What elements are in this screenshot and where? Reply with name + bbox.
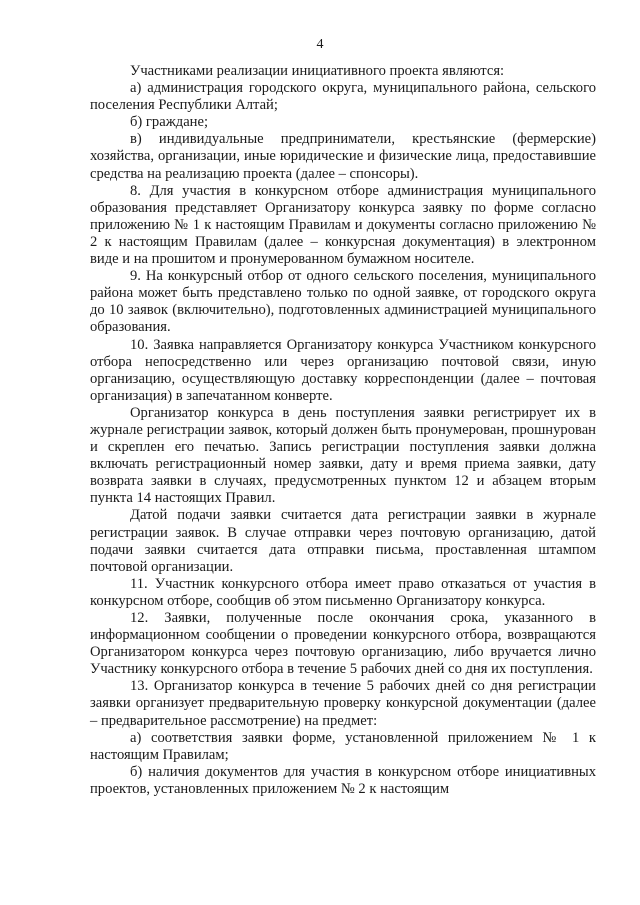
paragraph-clause-12: 12. Заявки, полученные после окончания срока, указанного в информационном сообщении о проведении конкурсного отбора, возвращаются Организатором конкурса через почтовую организацию, либо вручается лично Участнику конкурсного отбора в течение 5 рабочих дней со дня их поступления. <box>90 610 596 678</box>
paragraph-participant-c: в) индивидуальные предприниматели, крестьянские (фермерские) хозяйства, организации, иные юридические и физические лица, предоставившие средства на реализацию проекта (далее – спонсоры). <box>90 131 596 182</box>
paragraph-submission-date: Датой подачи заявки считается дата регистрации заявки в журнале регистрации заявок. В случае отправки через почтовую организацию, датой подачи заявки считается дата отправки письма, проставленная штампом почтовой организации. <box>90 507 596 575</box>
paragraph-participants-intro: Участниками реализации инициативного проекта являются: <box>130 63 505 79</box>
document-body <box>90 63 596 798</box>
paragraph-registration: Организатор конкурса в день поступления заявки регистрирует их в журнале регистрации заявок, который должен быть пронумерован, прошнурован и скреплен его печатью. Запись регистрации поступления заявки должна включать регистрационный номер заявки, дату и время приема заявки, дату возврата заявки в случаях, предусмотренных пунктом 12 и абзацем вторым пункта 14 настоящих Правил. <box>90 404 596 507</box>
paragraph-clause-8: 8. Для участия в конкурсном отборе администрация муниципального образования представляет Организатору конкурса заявку по форме согласно приложению № 1 к настоящим Правилам и документы согласно приложению № 2 к настоящим Правилам (далее – конкурсная документация) в электронном виде и на прошитом и пронумерованном бумажном носителе. <box>90 182 596 268</box>
paragraph-clause-11: 11. Участник конкурсного отбора имеет право отказаться от участия в конкурсном отборе, сообщив об этом письменно Организатору конкурса. <box>90 575 596 609</box>
paragraph-clause-13: 13. Организатор конкурса в течение 5 рабочих дней со дня регистрации заявки организует предварительную проверку конкурсной документации (далее – предварительное рассмотрение) на предмет: <box>90 678 596 729</box>
page-number: 4 <box>316 37 324 52</box>
paragraph-participant-a: а) администрация городского округа, муниципального района, сельского поселения Республики Алтай; <box>90 80 596 114</box>
paragraph-participant-b: б) граждане; <box>130 114 209 131</box>
paragraph-clause-10: 10. Заявка направляется Организатору конкурса Участником конкурсного отбора непосредственно или через организацию почтовой связи, иную организацию, осуществляющую доставку корреспонденции (далее – почтовая организация) в запечатанном конверте. <box>90 336 596 404</box>
paragraph-clause-9: 9. На конкурсный отбор от одного сельского поселения, муниципального района может быть представлено только по одной заявке, от городского округа до 10 заявок (включительно), подготовленных администрацией муниципального образования. <box>90 268 596 336</box>
paragraph-clause-13-b: б) наличия документов для участия в конкурсном отборе инициативных проектов, установленных приложением № 2 к настоящим <box>90 763 596 797</box>
paragraph-clause-13-a: а) соответствия заявки форме, установленной приложением № 1 к настоящим Правилам; <box>90 729 596 763</box>
